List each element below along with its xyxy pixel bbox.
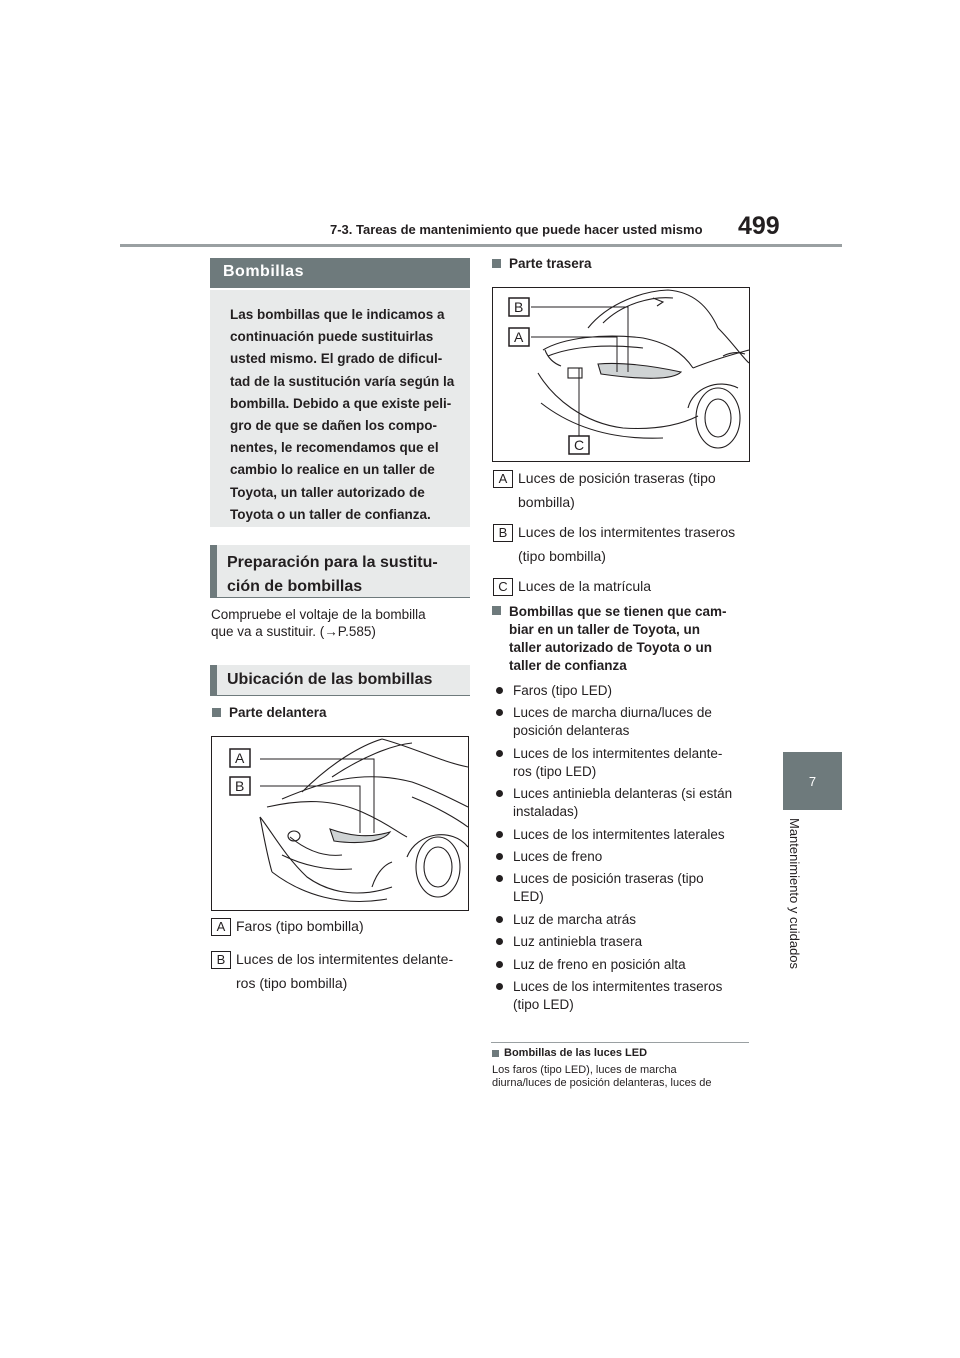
intro-line: continuación puede sustituirlas [230, 329, 434, 345]
taller-heading-line: biar en un taller de Toyota, un [509, 622, 701, 637]
chapter-number: 7 [808, 773, 817, 789]
bullet-icon [496, 687, 503, 694]
list-item: Luz de freno en posición alta [493, 956, 755, 974]
bombillas-title: Bombillas [210, 258, 470, 288]
rear-legend-item [493, 520, 755, 568]
list-item: Luz antiniebla trasera [493, 933, 755, 951]
taller-heading-line: taller autorizado de Toyota o un [509, 640, 713, 655]
legend-key: C [493, 578, 513, 596]
note-line: Los faros (tipo LED), luces de marcha [492, 1064, 677, 1076]
preparacion-line: Compruebe el voltaje de la bombilla [211, 607, 426, 622]
bullet-icon [496, 983, 503, 990]
preparacion-heading-line: ción de bombillas [227, 578, 363, 595]
chapter-label-text: Mantenimiento y cuidados [787, 818, 802, 970]
rear-car-drawing [493, 288, 749, 461]
header-divider [120, 244, 842, 247]
taller-heading-line: Bombillas que se tienen que cam- [509, 604, 727, 619]
intro-line: Las bombillas que le indicamos a [230, 307, 445, 322]
intro-line: tad de la sustitución varía según la [230, 373, 455, 389]
list-item: Faros (tipo LED) [493, 682, 755, 700]
square-bullet-icon [492, 259, 501, 268]
rear-car-illustration [492, 287, 750, 462]
legend-key: A [493, 470, 513, 488]
note-body [492, 1064, 754, 1090]
list-item: Luces antiniebla delanteras (si están instaladas) [493, 785, 755, 821]
front-callout-b: B [235, 778, 245, 794]
bullet-icon [496, 831, 503, 838]
front-heading [212, 705, 327, 720]
front-legend-item [211, 914, 473, 938]
intro-line: bombilla. Debido a que existe peli- [230, 395, 452, 411]
front-car-drawing [212, 737, 468, 910]
intro-line: usted mismo. El grado de dificul- [230, 351, 443, 367]
legend-key: B [211, 951, 231, 969]
legend-key: A [211, 918, 231, 936]
preparacion-line: que va a sustituir. (→P.585) [211, 624, 376, 639]
front-legend [211, 914, 473, 995]
preparacion-heading-line: Preparación para la sustitu- [227, 554, 438, 571]
square-bullet-icon [492, 606, 501, 615]
rear-heading [492, 256, 592, 271]
intro-line: Toyota o un taller de confianza. [230, 506, 431, 522]
list-item: Luces de los intermitentes laterales [493, 826, 755, 844]
taller-heading [492, 603, 727, 675]
preparacion-text [211, 606, 471, 640]
note-line: diurna/luces de posición delanteras, luces de [492, 1077, 712, 1089]
rear-callout-b: B [514, 299, 524, 315]
square-bullet-icon [492, 1050, 499, 1057]
list-item: Luces de posición traseras (tipo LED) [493, 870, 755, 906]
legend-text: ros (tipo bombilla) [236, 975, 348, 991]
bullet-icon [496, 961, 503, 968]
preparacion-heading [210, 545, 470, 598]
bullet-icon [496, 853, 503, 860]
legend-text: Luces de los intermitentes delante- [236, 951, 454, 967]
list-item: Luces de los intermitentes delante- ros (tipo LED) [493, 745, 755, 781]
front-car-illustration [211, 736, 469, 911]
bullet-icon [496, 875, 503, 882]
ubicacion-heading: Ubicación de las bombillas [210, 665, 470, 696]
intro-line: gro de que se dañen los compo- [230, 418, 438, 434]
section-title: 7-3. Tareas de mantenimiento que puede hacer usted mismo [330, 222, 703, 237]
list-item: Luz de marcha atrás [493, 911, 755, 929]
front-heading-text: Parte delantera [229, 705, 327, 720]
note-heading [492, 1047, 647, 1059]
list-item: Luces de marcha diurna/luces de posición delanteras [493, 704, 755, 740]
legend-text: Faros (tipo bombilla) [236, 918, 364, 934]
page-number: 499 [738, 212, 780, 240]
list-item: Luces de freno [493, 848, 755, 866]
square-bullet-icon [212, 708, 221, 717]
front-callout-a: A [235, 750, 245, 766]
list-item: Luces de los intermitentes traseros (tipo LED) [493, 978, 755, 1014]
bullet-icon [496, 709, 503, 716]
bullet-icon [496, 790, 503, 797]
rear-callout-a: A [514, 329, 524, 345]
intro-box [210, 290, 470, 527]
front-legend-item [211, 947, 473, 995]
note-heading-text: Bombillas de las luces LED [504, 1047, 648, 1059]
taller-heading-line: taller de confianza [509, 658, 627, 673]
intro-line: Toyota, un taller autorizado de [230, 484, 425, 500]
bullet-icon [496, 938, 503, 945]
bullet-icon [496, 750, 503, 757]
legend-text: Luces de los intermitentes traseros [518, 524, 736, 540]
bullet-icon [496, 916, 503, 923]
chapter-tab[interactable] [783, 752, 842, 810]
rear-heading-text: Parte trasera [509, 256, 592, 271]
rear-legend-item [493, 574, 755, 598]
rear-legend [493, 466, 755, 598]
chapter-label [788, 818, 806, 988]
intro-line: cambio lo realice en un taller de [230, 462, 435, 478]
legend-text: bombilla) [518, 494, 575, 510]
legend-text: (tipo bombilla) [518, 548, 606, 564]
legend-text: Luces de posición traseras (tipo [518, 470, 716, 486]
taller-list [493, 682, 755, 1018]
note-divider [491, 1042, 749, 1043]
legend-text: Luces de la matrícula [518, 578, 652, 594]
intro-line: nentes, le recomendamos que el [230, 440, 439, 456]
legend-key: B [493, 524, 513, 542]
rear-legend-item [493, 466, 755, 514]
rear-callout-c: C [574, 437, 585, 453]
